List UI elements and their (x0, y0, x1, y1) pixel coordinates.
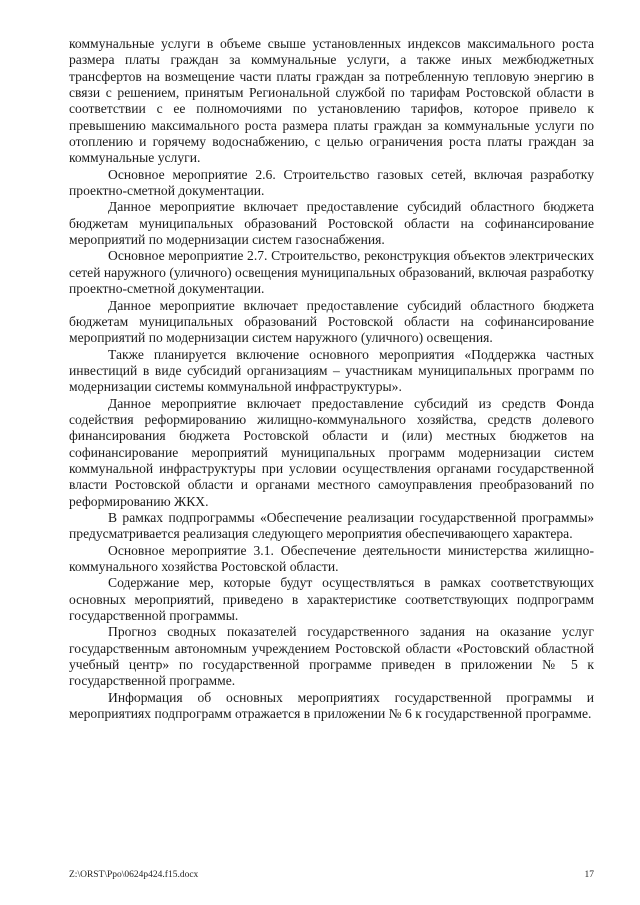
page-number: 17 (584, 870, 594, 880)
paragraph: Данное мероприятие включает предоставление субсидий областного бюджета бюджетам муниципальных образований Ростовской области на софинансирование мероприятий по модернизации систем газоснабжения. (69, 199, 594, 248)
paragraph: коммунальные услуги в объеме свыше установленных индексов максимального роста размера платы граждан за коммунальные услуги, а также иных межбюджетных трансфертов на возмещение части платы граждан за потребленную тепловую энергию в связи с решением, принятым Региональной службой по тарифам Ростовской области в соответствии с ее полномочиями по установлению тарифов, которое привело к превышению максимального роста размера платы граждан за коммунальные услуги по отоплению и горячему водоснабжению, с целью ограничения роста платы граждан за коммунальные услуги. (69, 36, 594, 166)
paragraph: Содержание мер, которые будут осуществляться в рамках соответствующих основных мероприятий, приведено в характеристике соответствующих подпрограмм государственной программы. (69, 575, 594, 624)
paragraph: Основное мероприятие 2.6. Строительство газовых сетей, включая разработку проектно-сметной документации. (69, 166, 594, 199)
paragraph: Основное мероприятие 3.1. Обеспечение деятельности министерства жилищно-коммунального хозяйства Ростовской области. (69, 542, 594, 574)
paragraph: Также планируется включение основного мероприятия «Поддержка частных инвестиций в виде субсидий организациям – участникам муниципальных программ по модернизации системы коммунальной инфраструктуры». (69, 346, 594, 395)
paragraph: Информация об основных мероприятиях государственной программы и мероприятиях подпрограмм отражается в приложении № 6 к государственной программе. (69, 689, 594, 722)
paragraph: Данное мероприятие включает предоставление субсидий областного бюджета бюджетам муниципальных образований Ростовской области на софинансирование мероприятий по модернизации систем наружного (уличного) освещения. (69, 297, 594, 346)
paragraph: Данное мероприятие включает предоставление субсидий из средств Фонда содействия реформированию жилищно-коммунального хозяйства, средств долевого финансирования бюджета Ростовской области и (или) местных бюджетов на софинансирование мероприятий муниципальных программ модернизации систем коммунальной инфраструктуры при условии осуществления органами государственной власти Ростовской области и органами местного самоуправления преобразований по реформированию ЖКХ. (69, 395, 594, 509)
file-path: Z:\ORST\Ppo\0624p424.f15.docx (69, 870, 199, 880)
paragraph: Прогноз сводных показателей государственного задания на оказание услуг государственным автономным учреждением Ростовской области «Ростовский областной учебный центр» по государственной программе приведен в приложении № 5 к государственной программе. (69, 624, 594, 689)
paragraph: Основное мероприятие 2.7. Строительство, реконструкция объектов электрических сетей наружного (уличного) освещения муниципальных образований, включая разработку проектно-сметной документации. (69, 248, 594, 297)
paragraph: В рамках подпрограммы «Обеспечение реализации государственной программы» предусматривается реализация следующего мероприятия обеспечивающего характера. (69, 509, 594, 542)
body-text (69, 36, 594, 722)
